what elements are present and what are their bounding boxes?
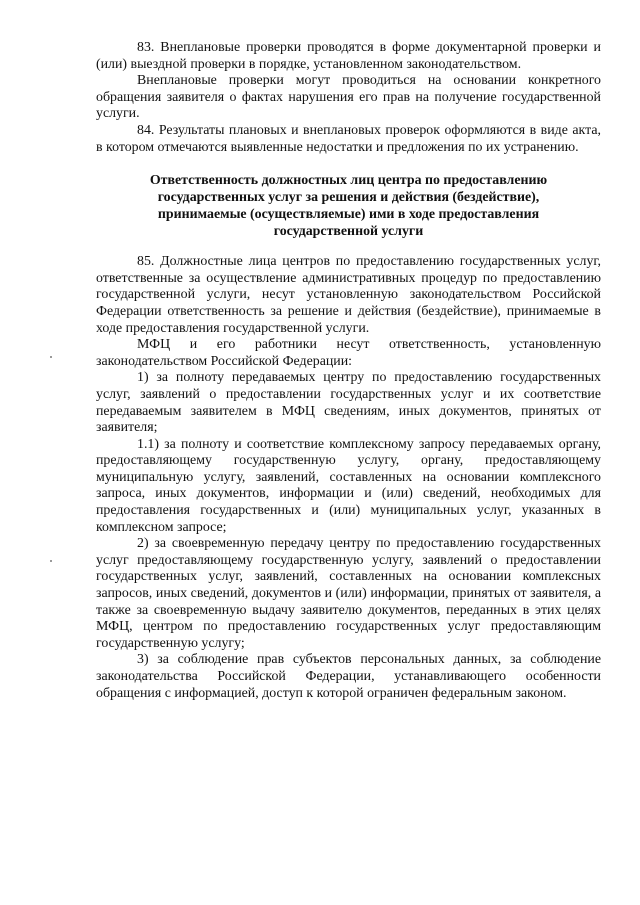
list-item-1: 1) за полноту передаваемых центру по предоставлению государственных услуг, заявлений о предоставлении государственных услуг и их соответствие передаваемым заявителем в МФЦ сведениям, иных документов, принятых от заявителя; xyxy=(96,370,601,436)
paragraph-unscheduled-basis: Внеплановые проверки могут проводиться на основании конкретного обращения заявителя о фактах нарушения его прав на получение государственной услуги. xyxy=(96,73,601,122)
document-page xyxy=(96,40,601,702)
list-item-3: 3) за соблюдение прав субъектов персональных данных, за соблюдение законодательства Российской Федерации, устанавливающего особенности обращения с информацией, доступ к которой ограничен федеральным законом. xyxy=(96,652,601,701)
paragraph-mfc-responsibility: МФЦ и его работники несут ответственность, установленную законодательством Российской Федерации: xyxy=(96,337,601,369)
list-item-2: 2) за своевременную передачу центру по предоставлению государственных услуг предоставляющему государственную услугу, заявлений о предоставлении государственных услуг, заявлений, составленных на основании комплексных запросов, иных сведений, документов и (или) информации, принятых от заявителя, а также за своевременную выдачу заявителю документов, переданных в этих целях МФЦ, центром по предоставлению государственных услуг предоставляющим государственную услугу; xyxy=(96,536,601,651)
list-item-1-1: 1.1) за полноту и соответствие комплексному запросу передаваемых органу, предоставляющему государственную услугу, органу, предоставляющему муниципальную услугу, заявлений, составленных на основании комплексного запроса, иных документов, информации и (или) сведений, необходимых для предоставления государственных и (или) муниципальных услуг, указанных в комплексном запросе; xyxy=(96,436,601,535)
scan-margin-dot xyxy=(50,560,52,562)
paragraph-85: 85. Должностные лица центров по предоставлению государственных услуг, ответственные за осуществление административных процедур по предоставлению государственной услуги, несут установленную законодательством Российской Федерации ответственность за решение и действия (бездействие), принимаемые в ходе предоставления государственной услуги. xyxy=(96,254,601,336)
paragraph-84: 84. Результаты плановых и внеплановых проверок оформляются в виде акта, в котором отмечаются выявленные недостатки и предложения по их устранению. xyxy=(96,122,601,155)
paragraph-83: 83. Внеплановые проверки проводятся в форме документарной проверки и (или) выездной проверки в порядке, установленном законодательством. xyxy=(96,40,601,72)
section-heading: Ответственность должностных лиц центра по предоставлению государственных услуг за решения и действия (бездействие), принимаемые (осуществляемые) ими в ходе предоставления государственной услуги xyxy=(149,173,548,240)
scan-margin-dot xyxy=(50,356,52,358)
